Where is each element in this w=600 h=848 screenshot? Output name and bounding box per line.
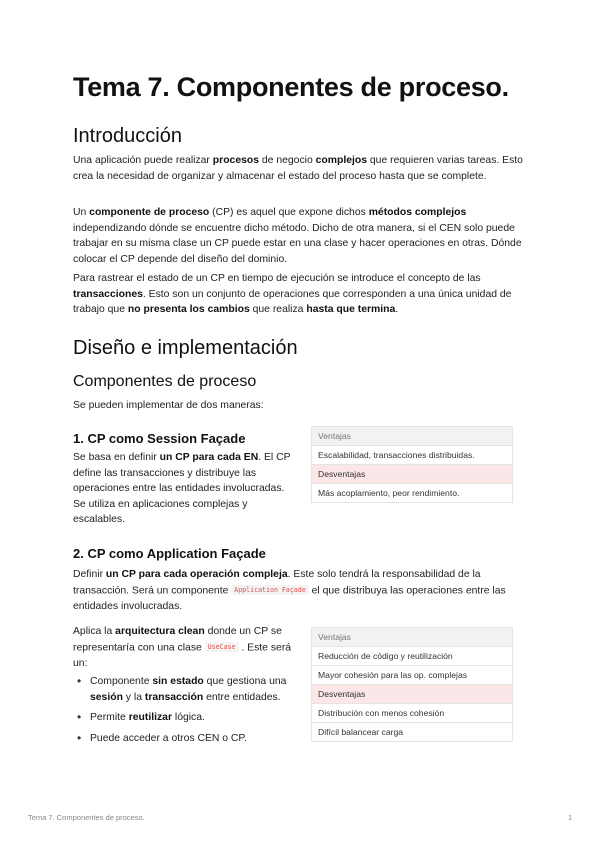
design-lead: Se pueden implementar de dos maneras: [73, 400, 264, 411]
table-row: Difícil balancear carga [312, 723, 513, 742]
inline-code: Application Façade [231, 585, 308, 595]
cons-label: Desventajas [312, 685, 513, 704]
design-heading: Diseño e implementación [73, 337, 298, 359]
cons-label: Desventajas [312, 465, 513, 484]
cons-header-row [312, 465, 513, 484]
list-item: • Permite reutilizar lógica. [73, 710, 295, 726]
application-facade-paragraph-2: Aplica la arquitectura clean donde un CP se representaría con una clase UseCase . Este será un: [73, 626, 292, 669]
application-facade-bullets [73, 674, 295, 751]
session-facade-paragraph: Se basa en definir un CP para cada EN. El CP define las transacciones y distribuye las operaciones entre las entidades involucradas. Se utiliza en aplicaciones complejas y escalables. [73, 452, 291, 526]
pros-label: Ventajas [312, 628, 513, 647]
pros-label: Ventajas [312, 427, 513, 446]
page-title: Tema 7. Componentes de proceso. [73, 72, 509, 102]
application-facade-heading: 2. CP como Application Façade [73, 546, 266, 561]
list-item: • Componente sin estado que gestiona una sesión y la transacción entre entidades. [73, 674, 295, 705]
application-facade-paragraph-1: Definir un CP para cada operación compleja. Este solo tendrá la responsabilidad de la transacción. Será un componente Application Façade el que distribuya las operaciones entre las entidades involucradas. [73, 569, 506, 612]
list-item: • Puede acceder a otros CEN o CP. [73, 731, 295, 747]
table-row: Mayor cohesión para las op. complejas [312, 666, 513, 685]
table-row: Más acoplamiento, peor rendimiento. [312, 484, 513, 503]
intro-paragraph-3: Para rastrear el estado de un CP en tiempo de ejecución se introduce el concepto de las transacciones. Esto son un conjunto de operaciones que corresponden a una única unidad de trabajo que no presenta los cambios que realiza hasta que termina. [73, 273, 512, 316]
table-row: Distribución con menos cohesión [312, 704, 513, 723]
footer-left: Tema 7. Componentes de proceso. [28, 813, 145, 822]
pros-header-row [312, 628, 513, 647]
intro-paragraph-1: Una aplicación puede realizar procesos de negocio complejos que requieren varias tareas. Esto crea la necesidad de organizar y almacenar el estado del proceso hasta que se complete. [73, 155, 523, 182]
application-facade-table [311, 627, 513, 742]
table-row: Reducción de código y reutilización [312, 647, 513, 666]
session-facade-heading: 1. CP como Session Façade [73, 431, 246, 446]
intro-heading: Introducción [73, 125, 182, 147]
table-row: Escalabilidad, transacciones distribuidas. [312, 446, 513, 465]
inline-code: UseCase [205, 642, 239, 652]
session-facade-table [311, 426, 513, 503]
footer-page-number: 1 [568, 813, 573, 822]
pros-header-row [312, 427, 513, 446]
components-subheading: Componentes de proceso [73, 373, 257, 390]
intro-paragraph-2: Un componente de proceso (CP) es aquel que expone dichos métodos complejos independizando dónde se encuentre dicho método. Dicho de otra manera, si el CEN solo puede trabajar en su misma clase un CP puede estar en una clase y hacer operaciones en otras. Dónde colocar el CP depende del diseño del dominio. [73, 207, 522, 265]
cons-header-row [312, 685, 513, 704]
